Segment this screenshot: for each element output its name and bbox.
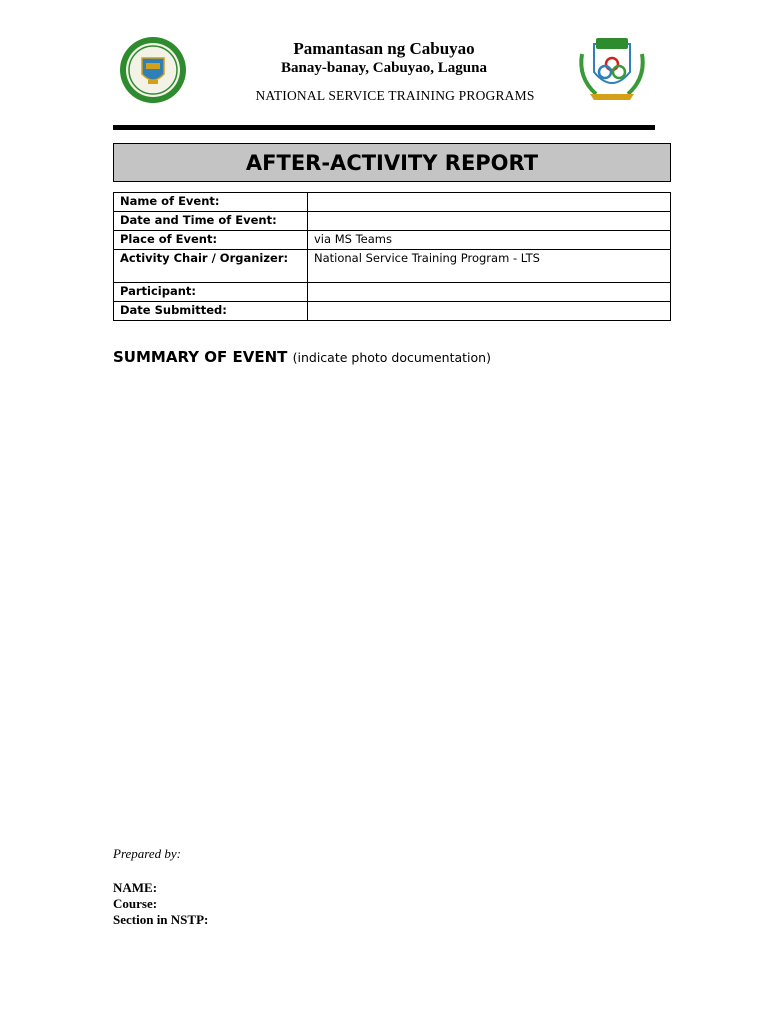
university-seal-icon <box>112 36 194 104</box>
date-submitted-value <box>308 302 671 321</box>
table-row <box>114 283 671 302</box>
event-place-label: Place of Event: <box>114 231 308 250</box>
event-place-value: via MS Teams <box>308 231 671 250</box>
table-row <box>114 212 671 231</box>
nstp-logo-icon <box>574 34 650 106</box>
section-label: Section in NSTP: <box>113 912 209 927</box>
header-divider <box>113 125 655 130</box>
event-name-value <box>308 193 671 212</box>
participant-value <box>308 283 671 302</box>
organizer-label: Activity Chair / Organizer: <box>114 250 308 283</box>
report-title: AFTER-ACTIVITY REPORT <box>113 143 671 182</box>
event-info-table <box>113 192 671 321</box>
university-address: Banay-banay, Cabuyao, Laguna <box>281 60 487 76</box>
table-row <box>114 193 671 212</box>
table-row <box>114 302 671 321</box>
summary-title: SUMMARY OF EVENT <box>113 348 288 366</box>
event-name-label: Name of Event: <box>114 193 308 212</box>
event-datetime-value <box>308 212 671 231</box>
university-name: Pamantasan ng Cabuyao <box>293 39 475 58</box>
course-label: Course: <box>113 896 158 911</box>
name-label: NAME: <box>113 880 158 895</box>
date-submitted-label: Date Submitted: <box>114 302 308 321</box>
organizer-value: National Service Training Program - LTS <box>308 250 671 283</box>
participant-label: Participant: <box>114 283 308 302</box>
table-row <box>114 250 671 283</box>
prepared-by-label: Prepared by: <box>113 846 181 861</box>
summary-heading <box>113 348 491 366</box>
program-name: NATIONAL SERVICE TRAINING PROGRAMS <box>255 88 535 103</box>
table-row <box>114 231 671 250</box>
event-datetime-label: Date and Time of Event: <box>114 212 308 231</box>
summary-note: (indicate photo documentation) <box>292 350 491 365</box>
